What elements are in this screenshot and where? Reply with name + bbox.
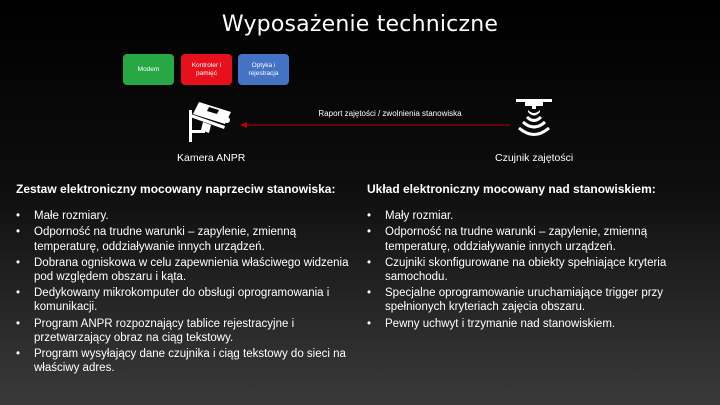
right-column-heading: Układ elektroniczny mocowany nad stanowiskiem: — [367, 182, 656, 196]
left-column-heading: Zestaw elektroniczny mocowany naprzeciw stanowiska: — [16, 182, 336, 196]
list-item: • Dedykowany mikrokomputer do obsługi oprogramowania i komunikacji. — [16, 286, 356, 314]
optics-registration-badge: Optyka i rejestracja — [238, 54, 289, 85]
right-column — [367, 182, 697, 333]
list-item: • Odporność na trudne warunki – zapylenie, zmienną temperaturę, oddziaływanie innych urządzeń. — [16, 225, 356, 253]
list-item: • Pewny uchwyt i trzymanie nad stanowiskiem. — [367, 317, 697, 331]
list-item: • Dobrana ogniskowa w celu zapewnienia właściwego widzenia pod względem obszaru i kąta. — [16, 256, 356, 284]
list-item: • Program ANPR rozpoznający tablice rejestracyjne i przetwarzający obraz na ciąg tekstowy. — [16, 317, 356, 345]
right-column-list — [367, 209, 697, 331]
slide-title: Wyposażenie techniczne — [221, 12, 499, 37]
controller-memory-badge: Kontroler i pamięć — [181, 54, 232, 85]
report-arrow-label: Raport zajętości / zwolnienia stanowiska — [318, 109, 462, 118]
list-item: • Specjalne oprogramowanie uruchamiające trigger przy spełnionych kryteriach zajęcia obszaru. — [367, 286, 697, 314]
list-item: • Program wysyłający dane czujnika i ciąg tekstowy do sieci na właściwy adres. — [16, 347, 356, 375]
list-item: • Małe rozmiary. — [16, 209, 356, 223]
list-item: • Czujniki skonfigurowane na obiekty spełniające kryteria samochodu. — [367, 256, 697, 284]
sensor-label: Czujnik zajętości — [495, 152, 574, 164]
left-column — [16, 182, 356, 377]
left-column-list — [16, 209, 356, 375]
report-arrow — [240, 122, 510, 128]
occupancy-sensor-icon — [512, 97, 556, 145]
list-item: • Mały rozmiar. — [367, 209, 697, 223]
camera-label: Kamera ANPR — [177, 152, 246, 164]
cctv-camera-icon — [185, 100, 233, 146]
modem-badge: Modem — [123, 54, 174, 85]
list-item: • Odporność na trudne warunki – zapylenie, zmienną temperaturę, oddziaływanie innych urządzeń. — [367, 225, 697, 253]
